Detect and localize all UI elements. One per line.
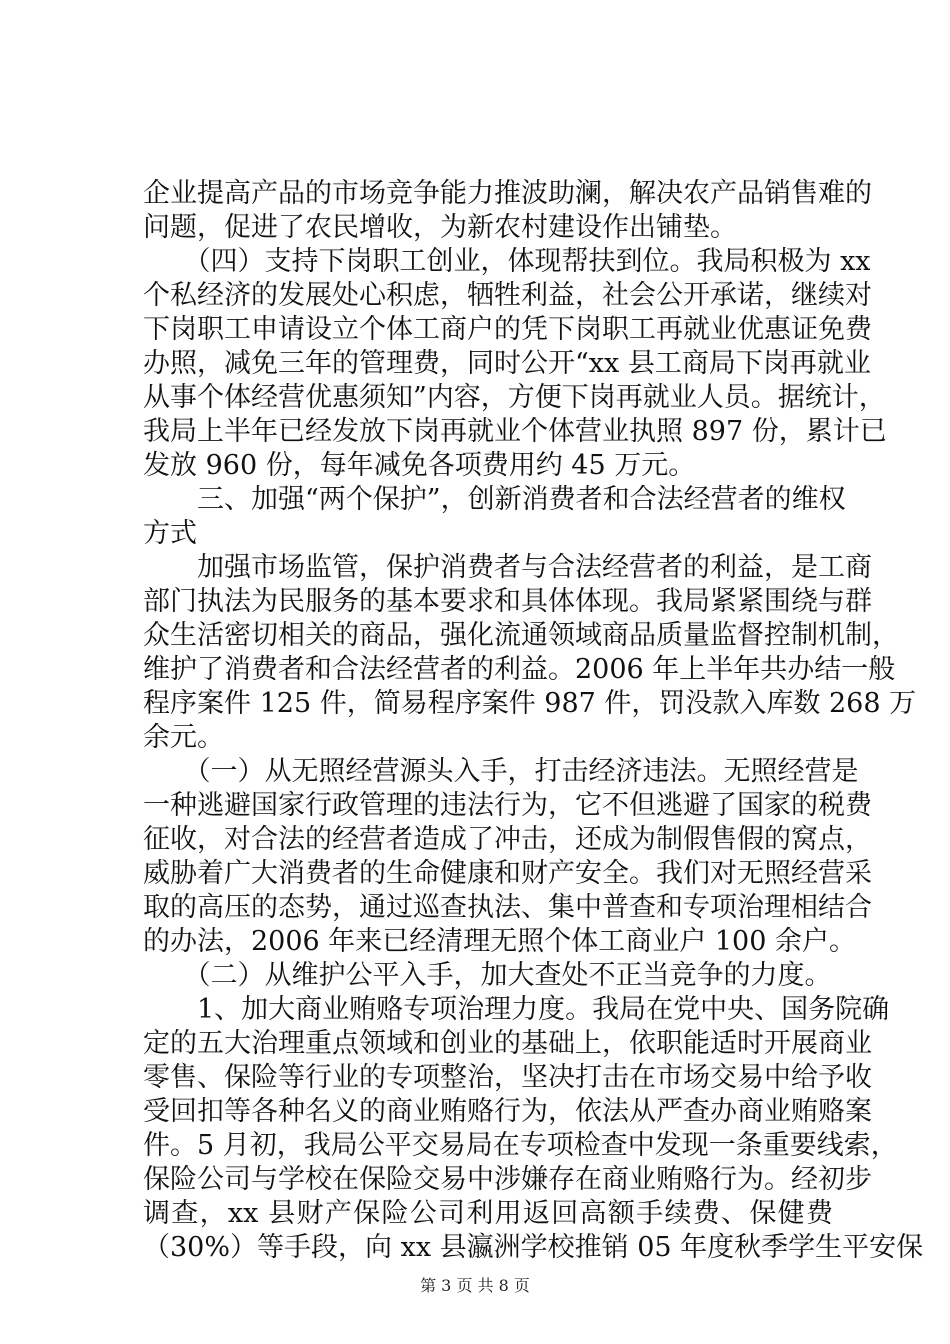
text-line: 众生活密切相关的商品，强化流通领域商品质量监督控制机制， [143, 620, 899, 651]
text-line: 余元。 [143, 722, 224, 753]
text-line: 程序案件 125 件，简易程序案件 987 件，罚没款入库数 268 万 [143, 688, 917, 719]
text-line: 部门执法为民服务的基本要求和具体体现。我局紧紧围绕与群 [143, 586, 872, 617]
text-line: 定的五大治理重点领域和创业的基础上，依职能适时开展商业 [143, 1028, 872, 1059]
text-line: 问题，促进了农民增收，为新农村建设作出铺垫。 [143, 212, 737, 243]
text-line: 下岗职工申请设立个体工商户的凭下岗职工再就业优惠证免费 [143, 314, 872, 345]
text-line: 件。5 月初，我局公平交易局在专项检查中发现一条重要线索， [143, 1130, 898, 1161]
text-line: 办照，减免三年的管理费，同时公开“xx 县工商局下岗再就业 [143, 348, 871, 379]
text-line: 取的高压的态势，通过巡查执法、集中普查和专项治理相结合 [143, 892, 872, 923]
text-line: 受回扣等各种名义的商业贿赂行为，依法从严查办商业贿赂案 [143, 1096, 872, 1127]
text-line: （二）从维护公平入手，加大查处不正当竞争的力度。 [143, 960, 832, 991]
text-line: 发放 960 份，每年减免各项费用约 45 万元。 [143, 450, 696, 481]
page-footer: 第 3 页 共 8 页 [420, 1276, 530, 1295]
text-line: 从事个体经营优惠须知”内容，方便下岗再就业人员。据统计， [143, 382, 886, 413]
text-line: （一）从无照经营源头入手，打击经济违法。无照经营是 [143, 756, 859, 787]
section-heading: 三、加强“两个保护”，创新消费者和合法经营者的维权 [143, 484, 846, 515]
section-heading: 方式 [143, 518, 197, 549]
text-line: 征收，对合法的经营者造成了冲击，还成为制假售假的窝点， [143, 824, 872, 855]
text-line: 威胁着广大消费者的生命健康和财产安全。我们对无照经营采 [143, 858, 872, 889]
text-line: 维护了消费者和合法经营者的利益。2006 年上半年共办结一般 [143, 654, 896, 685]
text-line: 零售、保险等行业的专项整治，坚决打击在市场交易中给予收 [143, 1062, 872, 1093]
text-line: 调查，xx 县财产保险公司利用返回高额手续费、保健费 [143, 1198, 833, 1229]
text-line: 企业提高产品的市场竞争能力推波助澜，解决农产品销售难的 [143, 178, 872, 209]
text-line: 我局上半年已经发放下岗再就业个体营业执照 897 份，累计已 [143, 416, 887, 447]
text-line: 1、加大商业贿赂专项治理力度。我局在党中央、国务院确 [143, 994, 890, 1025]
text-line: 的办法，2006 年来已经清理无照个体工商业户 100 余户。 [143, 926, 856, 957]
text-line: 加强市场监管，保护消费者与合法经营者的利益，是工商 [143, 552, 872, 583]
text-line: 保险公司与学校在保险交易中涉嫌存在商业贿赂行为。经初步 [143, 1164, 872, 1195]
text-line: （30%）等手段，向 xx 县瀛洲学校推销 05 年度秋季学生平安保 [143, 1232, 924, 1263]
text-line: 一种逃避国家行政管理的违法行为，它不但逃避了国家的税费 [143, 790, 872, 821]
text-line: 个私经济的发展处心积虑，牺牲利益，社会公开承诺，继续对 [143, 280, 872, 311]
text-line: （四）支持下岗职工创业，体现帮扶到位。我局积极为 xx [143, 246, 871, 277]
